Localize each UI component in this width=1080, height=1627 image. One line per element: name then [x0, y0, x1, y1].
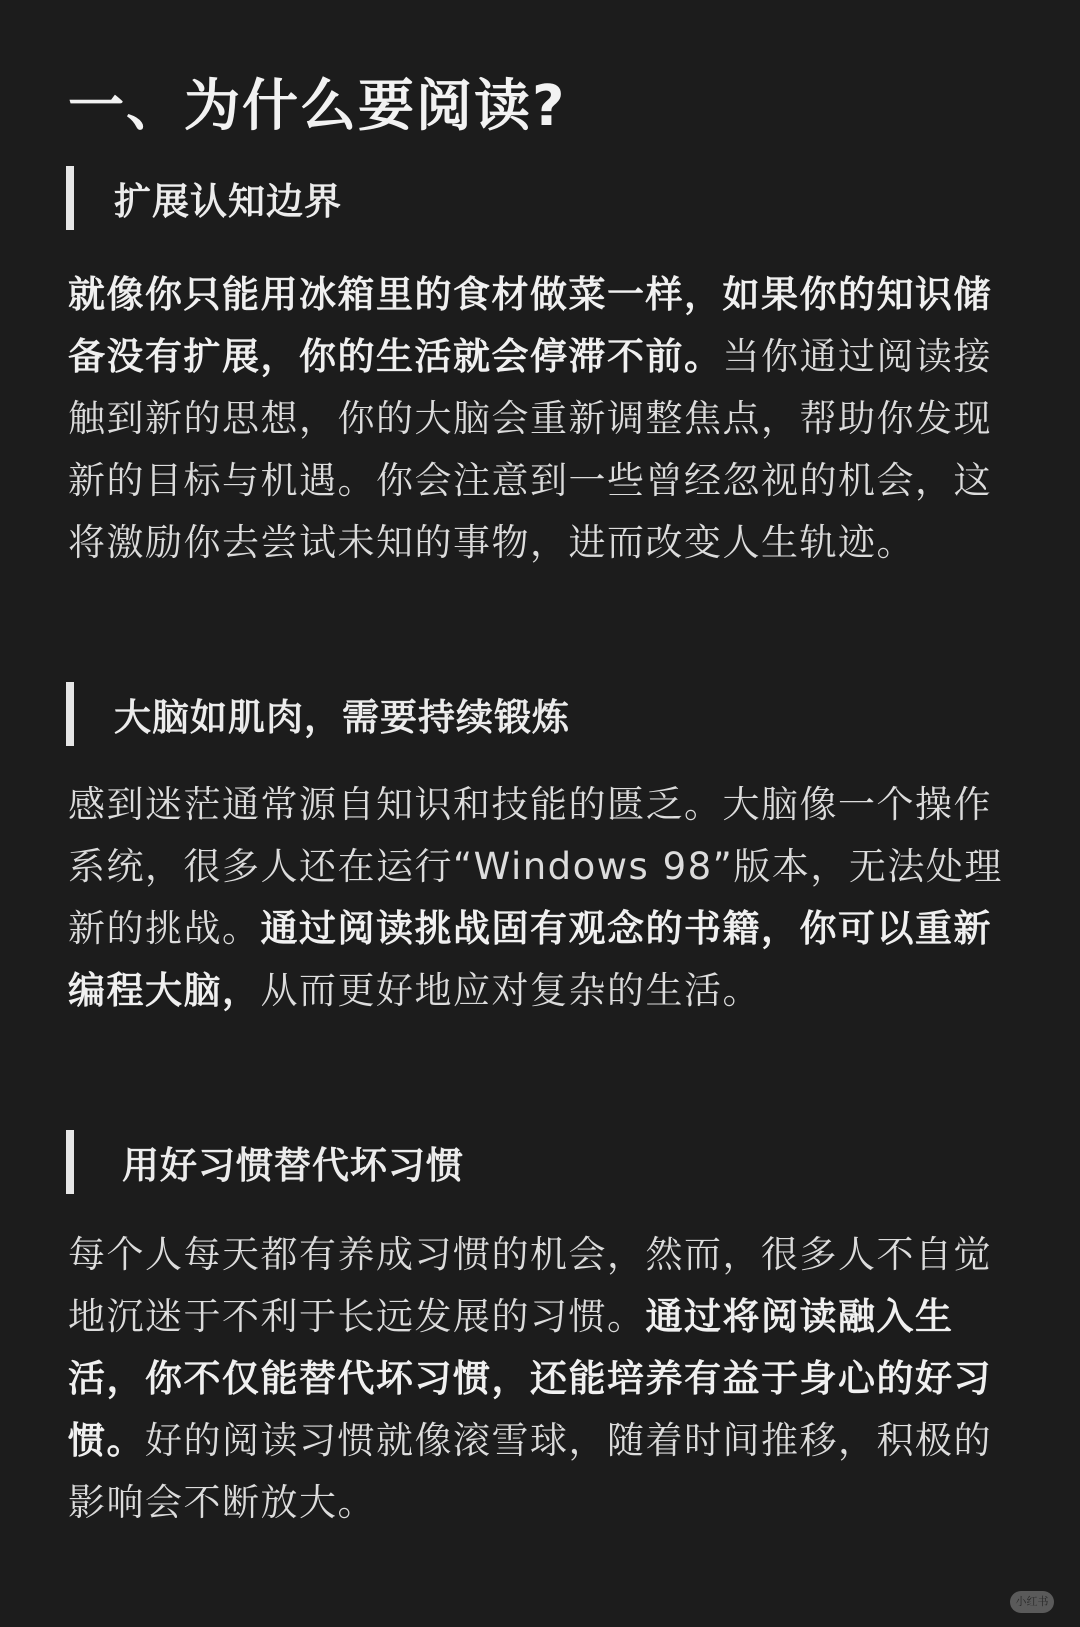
section-paragraph-3 — [68, 1224, 1016, 1534]
paragraph-span: 每个人每天都有养成习惯的机会，然而，很多人不自觉地沉迷于不利于长远发展的习惯。 — [68, 1233, 992, 1338]
paragraph-bold-span: 就像你只能用冰箱里的食材做菜一样，如果你的知识储备没有扩展，你的生活就会停滞不前。 — [68, 273, 992, 378]
watermark-logo: 小红书 — [1010, 1591, 1054, 1613]
section-heading-3 — [66, 1130, 464, 1194]
paragraph-span: 感到迷茫通常源自知识和技能的匮乏。大脑像一个操作系统，很多人还在运行“Windows 98”版本，无法处理新的挑战。 — [68, 783, 1003, 950]
paragraph-bold-span: 通过阅读挑战固有观念的书籍，你可以重新编程大脑， — [68, 907, 992, 1012]
heading-accent-bar — [66, 1130, 74, 1194]
section-heading-text: 大脑如肌肉，需要持续锻炼 — [114, 696, 570, 739]
paragraph-span: 好的阅读习惯就像滚雪球，随着时间推移，积极的影响会不断放大。 — [68, 1419, 992, 1524]
section-heading-2 — [66, 682, 570, 746]
paragraph-span: 从而更好地应对复杂的生活。 — [260, 969, 761, 1012]
section-heading-text: 扩展认知边界 — [114, 180, 342, 223]
section-heading-1 — [66, 166, 342, 230]
section-paragraph-1 — [68, 264, 1016, 574]
section-paragraph-2 — [68, 774, 1016, 1022]
paragraph-span: 当你通过阅读接触到新的思想，你的大脑会重新调整焦点，帮助你发现新的目标与机遇。你会注意到一些曾经忽视的机会，这将激励你去尝试未知的事物，进而改变人生轨迹。 — [68, 335, 992, 564]
heading-accent-bar — [66, 682, 74, 746]
page-title: 一、为什么要阅读? — [68, 74, 567, 139]
paragraph-bold-span: 通过将阅读融入生活，你不仅能替代坏习惯，还能培养有益于身心的好习惯。 — [68, 1295, 992, 1462]
section-heading-text: 用好习惯替代坏习惯 — [122, 1144, 464, 1187]
heading-accent-bar — [66, 166, 74, 230]
